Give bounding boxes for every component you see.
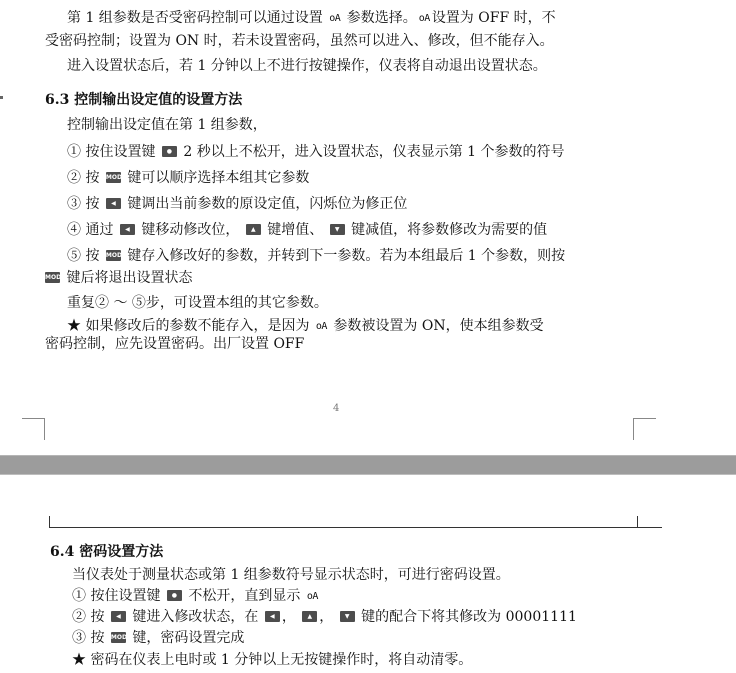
step-5: ⑤ 按 MOD 键存入修改好的参数，并转到下一参数。若为本组最后 1 个参数，则按 <box>67 248 566 264</box>
step-3: ③ 按 MOD 键，密码设置完成 <box>72 630 245 646</box>
crop-mark <box>44 418 45 440</box>
segment-code-display: oA <box>418 13 430 24</box>
step-1: ① 按住设置键 ● 不松开，直到显示 oA <box>72 588 318 604</box>
left-key-icon: ◀ <box>106 198 121 209</box>
segment-code-display: oA <box>315 321 327 332</box>
mod-key-icon: MOD <box>105 251 122 259</box>
header-rule <box>49 527 662 528</box>
step-2: ② 按 ◀ 键进入修改状态，在 ◀ ， ▲ ， ▼ 键的配合下将其修改为 00001111 <box>72 609 577 625</box>
up-key-icon: ▲ <box>302 611 317 622</box>
paragraph-line: 第 1 组参数是否受密码控制可以通过设置 oA 参数选择。 oA 设置为 OFF 时，不 <box>67 10 556 26</box>
note-line: ★ 密码在仪表上电时或 1 分钟以上无按键操作时，将自动清零。 <box>72 652 473 668</box>
set-key-icon: ● <box>162 146 177 157</box>
page-number: 4 <box>333 403 340 414</box>
crop-mark <box>633 418 656 419</box>
note-line: 密码控制，应先设置密码。出厂设置 OFF <box>45 336 305 352</box>
step-5-continued: MOD 键后将退出设置状态 <box>45 270 193 286</box>
margin-marker <box>0 96 3 99</box>
segment-code-display: oA <box>329 13 341 24</box>
mod-key-icon: MOD <box>45 273 62 281</box>
section-heading: 6.3 控制输出设定值的设置方法 <box>45 92 243 108</box>
down-key-icon: ▼ <box>340 611 355 622</box>
paragraph-line: 进入设置状态后，若 1 分钟以上不进行按键操作，仪表将自动退出设置状态。 <box>67 58 547 74</box>
paragraph-line: 受密码控制；设置为 ON 时，若未设置密码，虽然可以进入、修改，但不能存入。 <box>45 33 554 49</box>
paragraph-line: 当仪表处于测量状态或第 1 组参数符号显示状态时，可进行密码设置。 <box>72 567 510 583</box>
mod-key-icon: MOD <box>110 633 127 641</box>
set-key-icon: ● <box>167 590 182 601</box>
page-separator <box>0 455 736 475</box>
step-3: ③ 按 ◀ 键调出当前参数的原设定值，闪烁位为修正位 <box>67 196 408 212</box>
step-4: ④ 通过 ◀ 键移动修改位， ▲ 键增值、 ▼ 键减值，将参数修改为需要的值 <box>67 222 548 238</box>
mod-key-icon: MOD <box>105 173 122 181</box>
crop-mark <box>633 418 634 440</box>
note-line: ★ 如果修改后的参数不能存入，是因为 oA 参数被设置为 ON，使本组参数受 <box>67 318 544 334</box>
crop-mark <box>22 418 45 419</box>
left-key-icon: ◀ <box>111 611 126 622</box>
paragraph-line: 重复② ～ ⑤步，可设置本组的其它参数。 <box>67 295 328 311</box>
up-key-icon: ▲ <box>246 224 261 235</box>
step-1: ① 按住设置键 ● 2 秒以上不松开，进入设置状态，仪表显示第 1 个参数的符号 <box>67 144 565 160</box>
step-2: ② 按 MOD 键可以顺序选择本组其它参数 <box>67 170 310 186</box>
paragraph-line: 控制输出设定值在第 1 组参数， <box>67 117 267 133</box>
section-heading: 6.4 密码设置方法 <box>50 544 164 560</box>
segment-code-display: oA <box>306 591 318 602</box>
left-key-icon: ◀ <box>120 224 135 235</box>
down-key-icon: ▼ <box>330 224 345 235</box>
left-key-icon: ◀ <box>265 611 280 622</box>
